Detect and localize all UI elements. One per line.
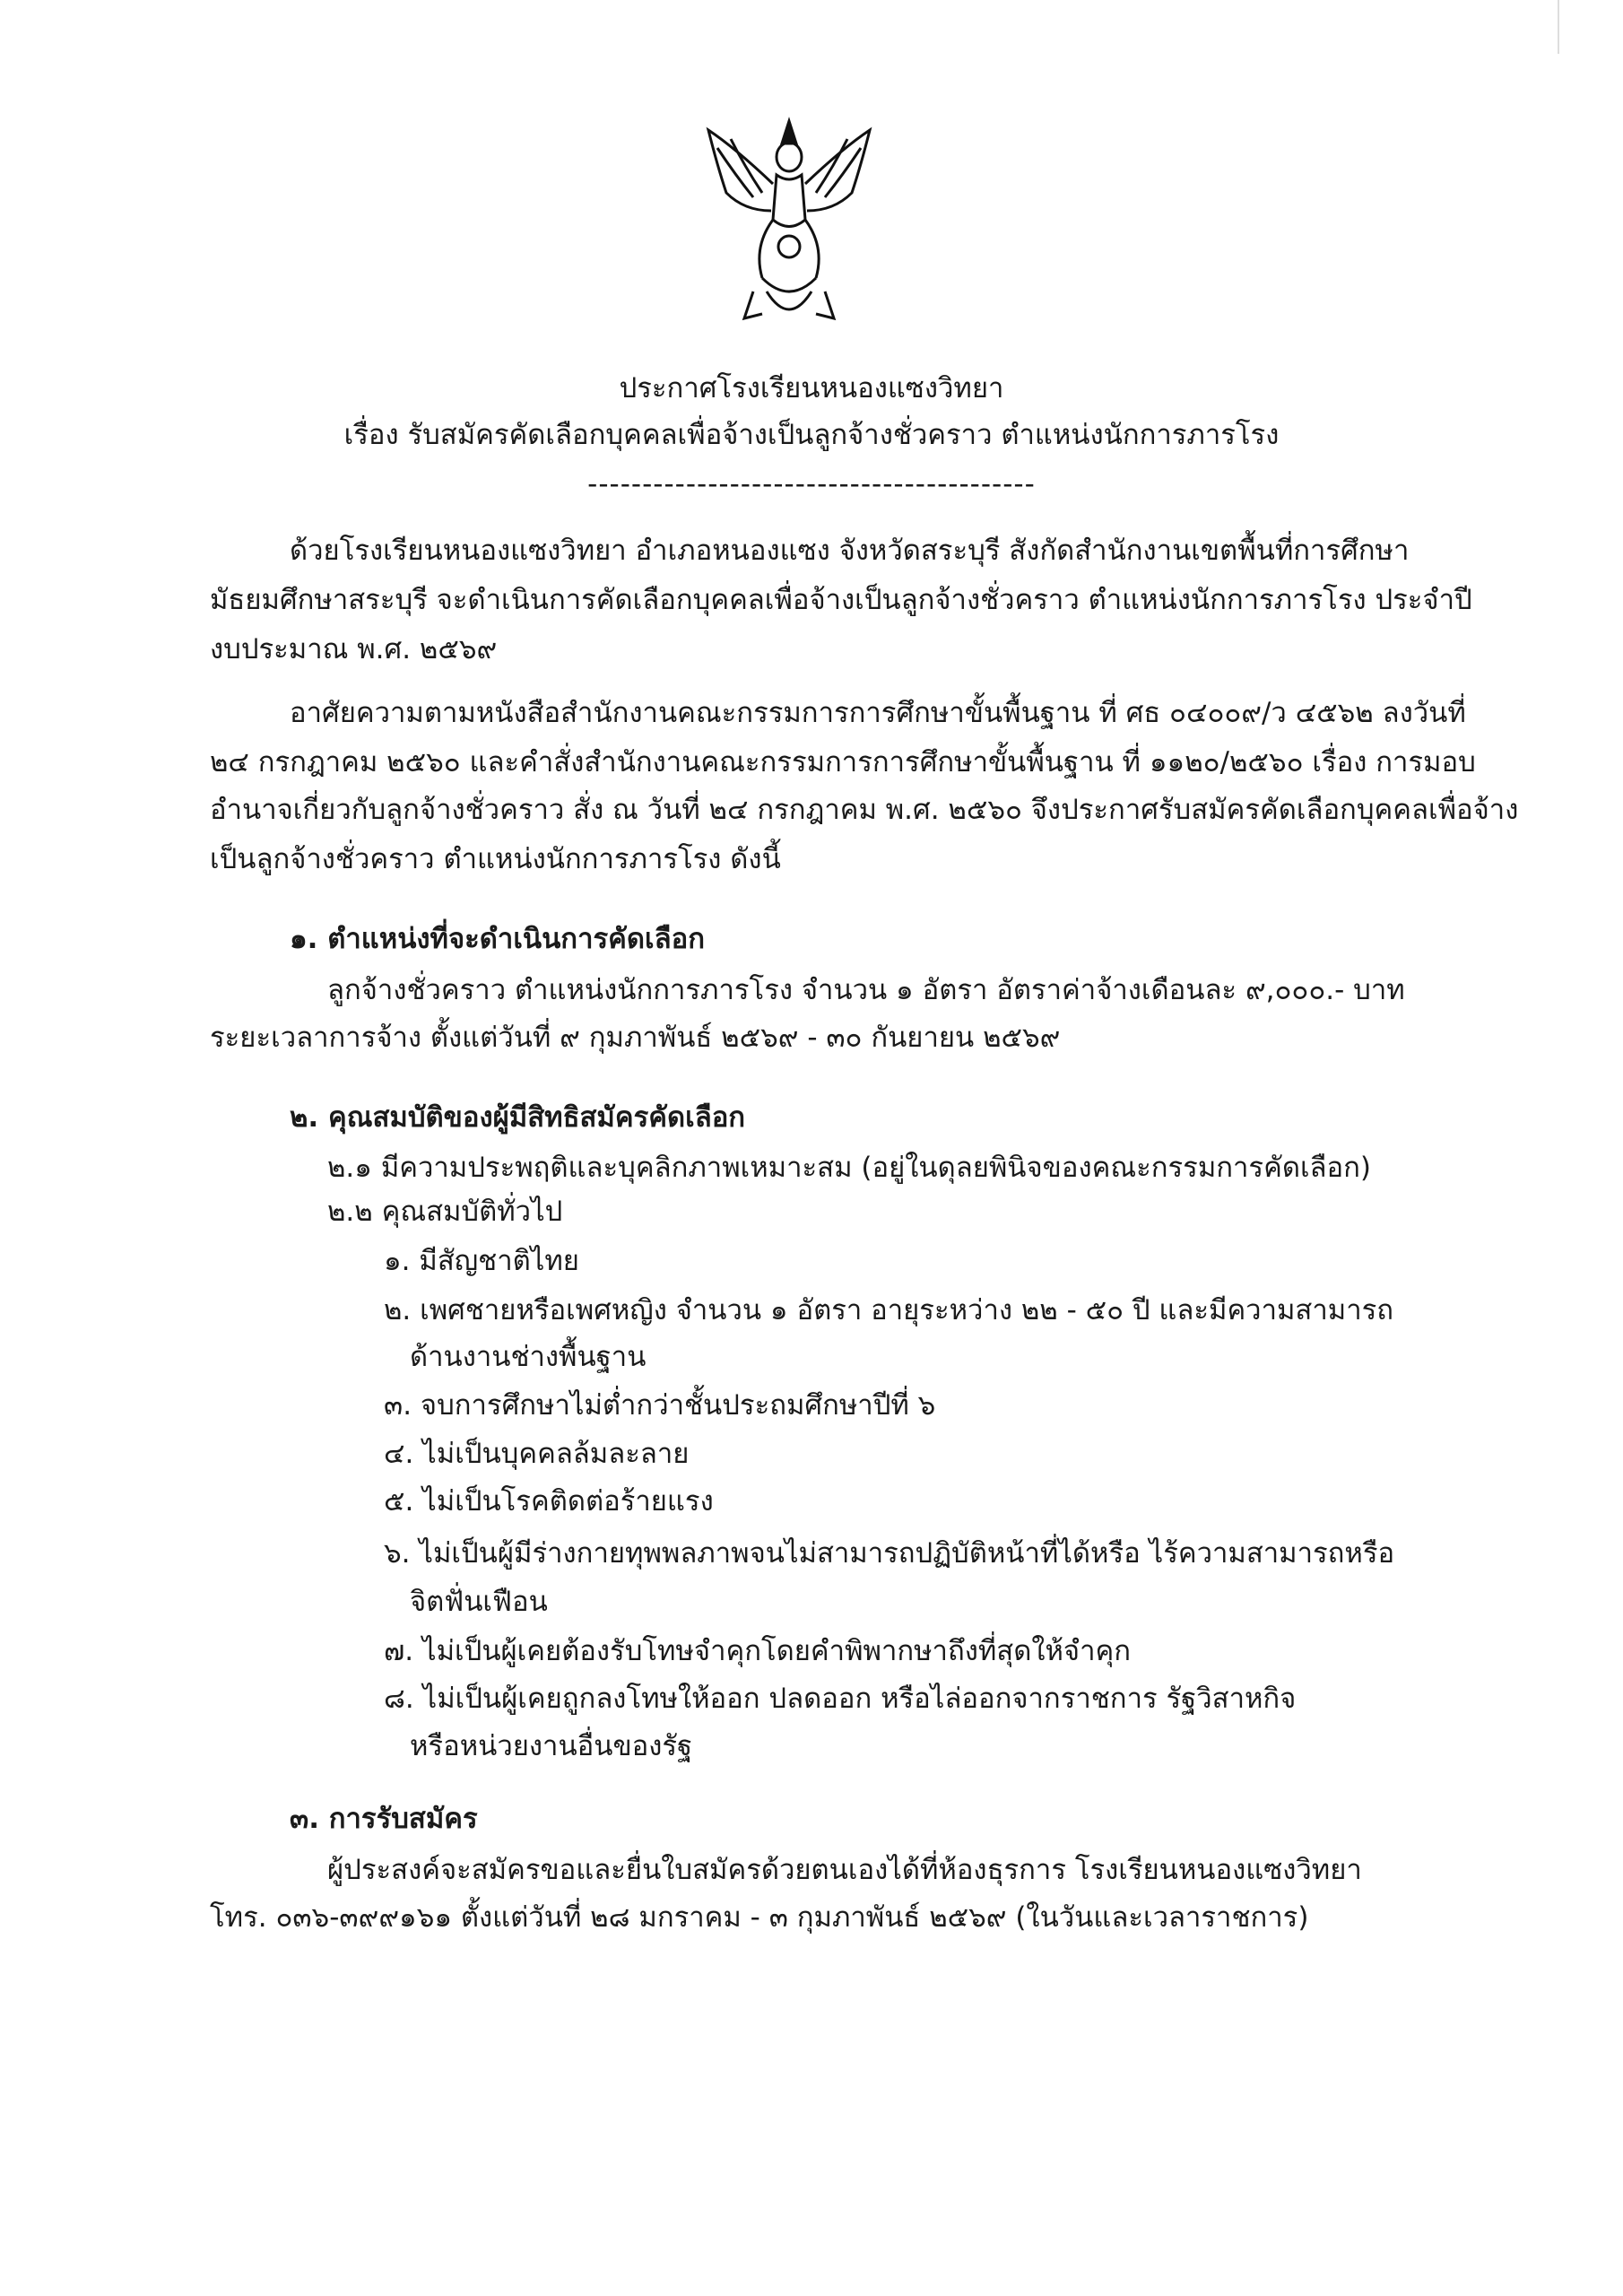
qualification-item-cont: จิตฟั่นเฟือน	[410, 1586, 548, 1618]
scan-artifact	[1558, 0, 1559, 54]
qualification-item: ๕. ไม่เป็นโรคติดต่อร้ายแรง	[384, 1485, 714, 1518]
qualification-item-cont: ด้านงานช่างพื้นฐาน	[410, 1341, 647, 1373]
section1-heading: ๑. ตำแหน่งที่จะดำเนินการคัดเลือก	[290, 923, 705, 955]
intro-p2-line: เป็นลูกจ้างชั่วคราว ตำแหน่งนักการภารโรง ดังนี้	[210, 843, 781, 875]
announcement-subject: เรื่อง รับสมัครคัดเลือกบุคคลเพื่อจ้างเป็นลูกจ้างชั่วคราว ตำแหน่งนักการภารโรง	[343, 419, 1280, 451]
garuda-emblem-icon	[699, 112, 879, 332]
section1-line: ระยะเวลาการจ้าง ตั้งแต่วันที่ ๙ กุมภาพันธ์ ๒๕๖๙ - ๓๐ กันยายน ๒๕๖๙	[210, 1022, 1061, 1054]
intro-p2-line: อาศัยความตามหนังสือสำนักงานคณะกรรมการการศึกษาขั้นพื้นฐาน ที่ ศธ ๐๔๐๐๙/ว ๔๕๖๒ ลงวันที่	[290, 697, 1466, 729]
intro-p2-line: อำนาจเกี่ยวกับลูกจ้างชั่วคราว สั่ง ณ วันที่ ๒๔ กรกฎาคม พ.ศ. ๒๕๖๐ จึงประกาศรับสมัครคัดเลือกบุคคลเพื่อจ้าง	[210, 794, 1519, 826]
qualification-item-cont: หรือหน่วยงานอื่นของรัฐ	[410, 1730, 693, 1762]
intro-p1-line: มัธยมศึกษาสระบุรี จะดำเนินการคัดเลือกบุคคลเพื่อจ้างเป็นลูกจ้างชั่วคราว ตำแหน่งนักการภารโรง ประจำปี	[210, 584, 1472, 616]
qualification-item: ๗. ไม่เป็นผู้เคยต้องรับโทษจำคุกโดยคำพิพากษาถึงที่สุดให้จำคุก	[384, 1635, 1132, 1667]
section1-line: ลูกจ้างชั่วคราว ตำแหน่งนักการภารโรง จำนวน ๑ อัตรา อัตราค่าจ้างเดือนละ ๙,๐๐๐.- บาท	[327, 974, 1405, 1006]
qualification-item: ๑. มีสัญชาติไทย	[384, 1245, 579, 1277]
qualification-item: ๓. จบการศึกษาไม่ต่ำกว่าชั้นประถมศึกษาปีที่ ๖	[384, 1389, 936, 1422]
announcement-title: ประกาศโรงเรียนหนองแซงวิทยา	[619, 372, 1004, 404]
qualification-item: ๔. ไม่เป็นบุคคลล้มละลาย	[384, 1438, 690, 1470]
intro-p1-line: งบประมาณ พ.ศ. ๒๕๖๙	[210, 633, 498, 665]
section2-sub2: ๒.๒ คุณสมบัติทั่วไป	[327, 1196, 563, 1228]
qualification-item: ๒. เพศชายหรือเพศหญิง จำนวน ๑ อัตรา อายุระหว่าง ๒๒ - ๕๐ ปี และมีความสามารถ	[384, 1294, 1394, 1326]
section3-heading: ๓. การรับสมัคร	[290, 1803, 478, 1835]
qualification-item: ๘. ไม่เป็นผู้เคยถูกลงโทษให้ออก ปลดออก หรือไล่ออกจากราชการ รัฐวิสาหกิจ	[384, 1683, 1297, 1715]
divider: -----------------------------------------	[587, 468, 1036, 500]
qualification-item: ๖. ไม่เป็นผู้มีร่างกายทุพพลภาพจนไม่สามารถปฏิบัติหน้าที่ได้หรือ ไร้ความสามารถหรือ	[384, 1537, 1395, 1570]
section2-heading: ๒. คุณสมบัติของผู้มีสิทธิสมัครคัดเลือก	[290, 1101, 746, 1134]
section3-line: โทร. ๐๓๖-๓๙๙๑๖๑ ตั้งแต่วันที่ ๒๘ มกราคม - ๓ กุมภาพันธ์ ๒๕๖๙ (ในวันและเวลาราชการ)	[210, 1901, 1309, 1934]
intro-p1-line: ด้วยโรงเรียนหนองแซงวิทยา อำเภอหนองแซง จังหวัดสระบุรี สังกัดสำนักงานเขตพื้นที่การศึกษา	[290, 535, 1410, 567]
intro-p2-line: ๒๔ กรกฎาคม ๒๕๖๐ และคำสั่งสำนักงานคณะกรรมการการศึกษาขั้นพื้นฐาน ที่ ๑๑๒๐/๒๕๖๐ เรื่อง การมอบ	[210, 746, 1476, 778]
section2-sub1: ๒.๑ มีความประพฤติและบุคลิกภาพเหมาะสม (อยู่ในดุลยพินิจของคณะกรรมการคัดเลือก)	[327, 1152, 1372, 1184]
section3-line: ผู้ประสงค์จะสมัครขอและยื่นใบสมัครด้วยตนเองได้ที่ห้องธุรการ โรงเรียนหนองแซงวิทยา	[327, 1854, 1362, 1886]
